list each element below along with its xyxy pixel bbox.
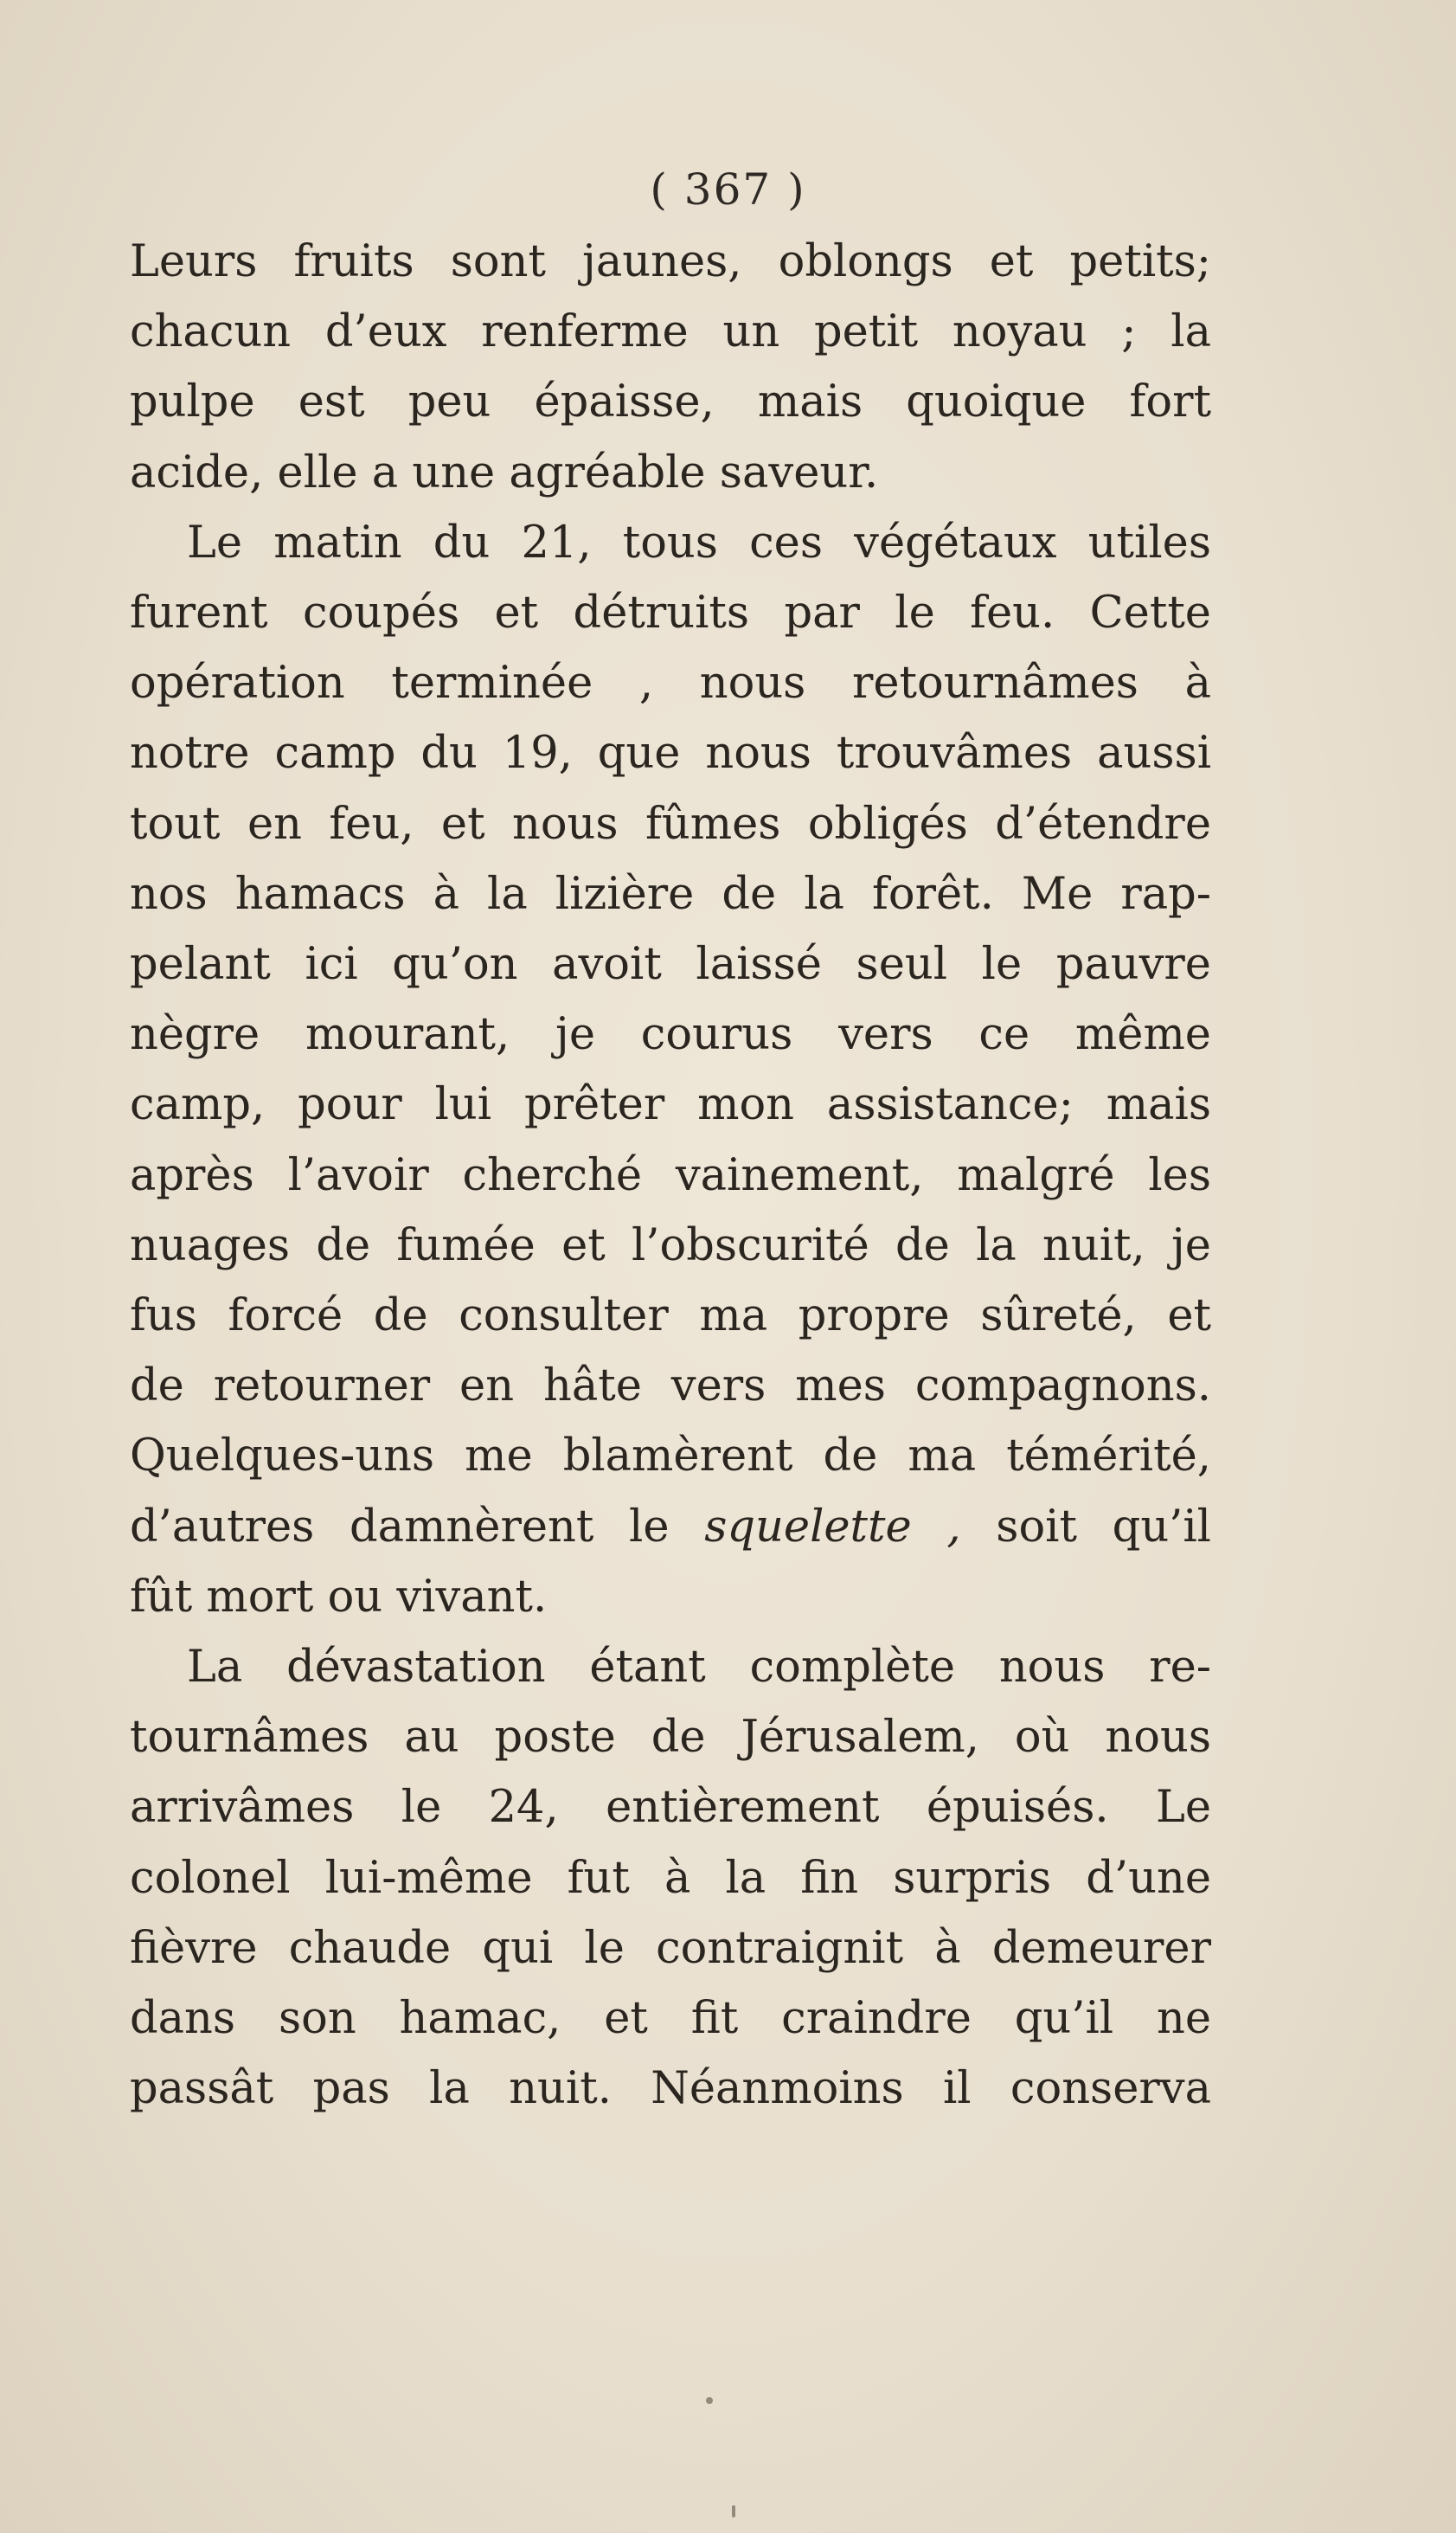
paper-speck: [732, 2505, 735, 2517]
text-line: pelant ici qu’on avoit laissé seul le pauvre: [130, 939, 1211, 991]
text-line: après l’avoir cherché vainement, malgré les: [130, 1149, 1211, 1201]
text-line: nègre mourant, je courus vers ce même: [130, 1009, 1211, 1061]
text-line: camp, pour lui prêter mon assistance; mais: [130, 1079, 1211, 1131]
text-line: tournâmes au poste de Jérusalem, où nous: [130, 1712, 1211, 1764]
text-line: furent coupés et détruits par le feu. Cette: [130, 588, 1211, 640]
paper-speck: [706, 2397, 713, 2404]
paragraph-start-line: La dévastation étant complète nous re-: [187, 1642, 1211, 1694]
text-line: nos hamacs à la lizière de la forêt. Me rap-: [130, 868, 1211, 920]
text-line-with-italic: [130, 1492, 1211, 1562]
text-line: fus forcé de consulter ma propre sûreté, et: [130, 1290, 1211, 1342]
paragraph-start-line: Le matin du 21, tous ces végétaux utiles: [187, 517, 1211, 569]
text-line: passât pas la nuit. Néanmoins il conserva: [130, 2063, 1211, 2115]
text-line: opération terminée , nous retournâmes à: [130, 658, 1211, 710]
text-segment: d’autres damnèrent le: [130, 1501, 705, 1553]
text-line: de retourner en hâte vers mes compagnons.: [130, 1360, 1211, 1412]
text-line: arrivâmes le 24, entièrement épuisés. Le: [130, 1782, 1211, 1834]
text-line: Quelques-uns me blamèrent de ma témérité,: [130, 1430, 1211, 1482]
text-line: fût mort ou vivant.: [130, 1571, 548, 1623]
text-line: chacun d’eux renferme un petit noyau ; la: [130, 306, 1211, 358]
text-line: colonel lui-même fut à la fin surpris d’une: [130, 1852, 1211, 1904]
text-line: notre camp du 19, que nous trouvâmes aussi: [130, 728, 1211, 780]
text-line: tout en feu, et nous fûmes obligés d’étendre: [130, 798, 1211, 850]
text-line: pulpe est peu épaisse, mais quoique fort: [130, 376, 1211, 428]
text-segment: soit qu’il: [960, 1501, 1211, 1553]
text-line: dans son hamac, et fit craindre qu’il ne: [130, 1993, 1211, 2045]
page-number-header: ( 367 ): [650, 164, 806, 215]
italic-word: squelette ,: [704, 1501, 961, 1553]
page-body-text: [130, 227, 1211, 2124]
text-line: fièvre chaude qui le contraignit à demeurer: [130, 1922, 1211, 1974]
text-line: nuages de fumée et l’obscurité de la nuit, je: [130, 1219, 1211, 1271]
text-line: Leurs fruits sont jaunes, oblongs et petits;: [130, 236, 1211, 287]
text-line: acide, elle a une agréable saveur.: [130, 447, 879, 498]
